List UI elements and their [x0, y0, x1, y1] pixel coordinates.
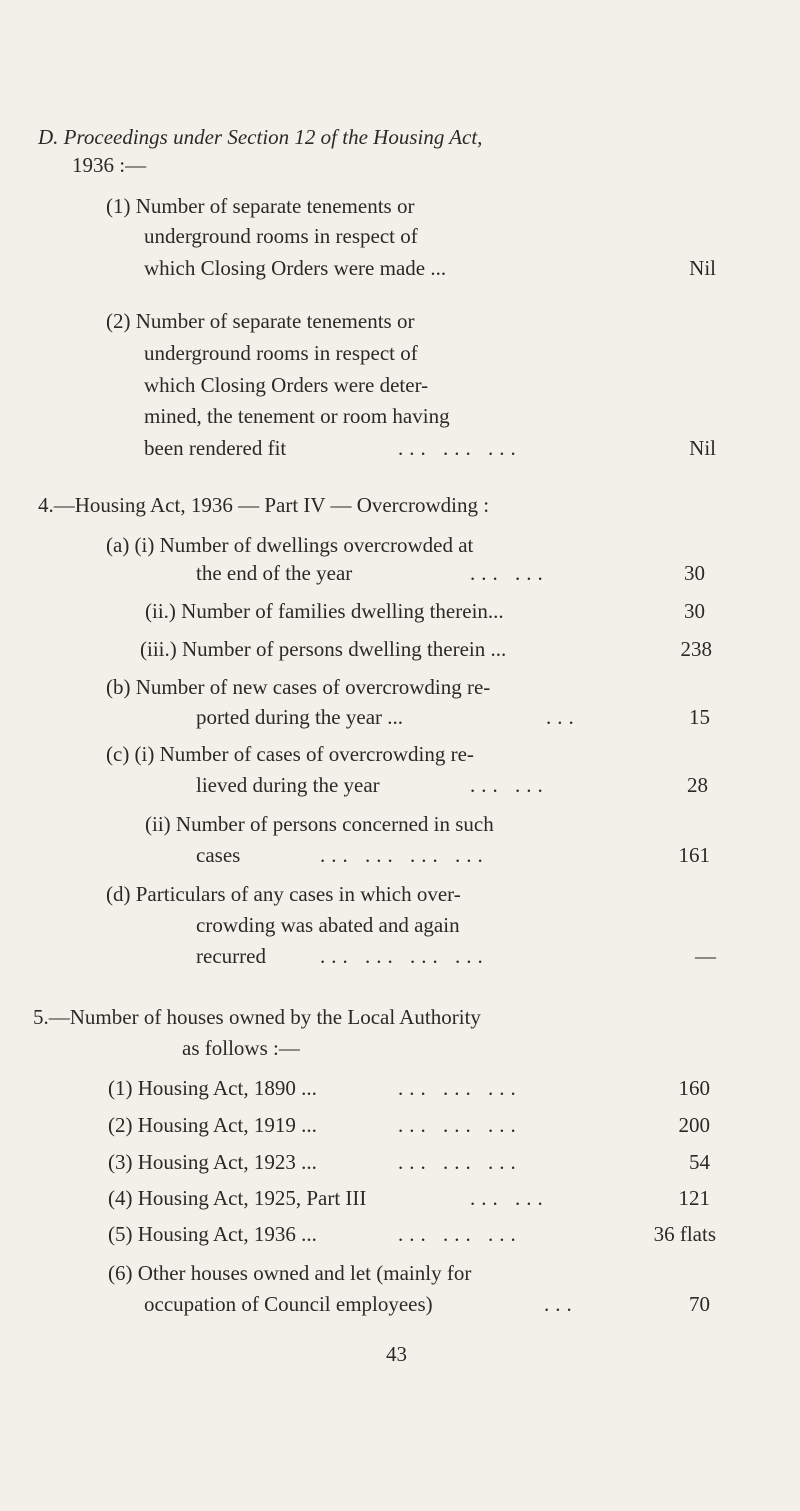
s5-item-leaders: ... ... ... [398, 1150, 522, 1174]
d-item2-line4: mined, the tenement or room having [144, 404, 450, 428]
d-item2-line2: underground rooms in respect of [144, 341, 418, 365]
s4-a-iii-line1: (iii.) Number of persons dwelling therein ... [140, 637, 507, 661]
s4-b-leaders: ... [546, 705, 580, 729]
d-item2-line3: which Closing Orders were deter- [144, 373, 429, 397]
s5-item-label: (2) Housing Act, 1919 ... [108, 1113, 317, 1137]
d-item1-line2: underground rooms in respect of [144, 224, 418, 248]
s5-item-leaders: ... ... ... [398, 1076, 522, 1100]
s5-item-label: (1) Housing Act, 1890 ... [108, 1076, 317, 1100]
section-d-heading-year: 1936 :— [72, 153, 147, 177]
s4-d-leaders: ... ... ... ... [320, 944, 489, 968]
s4-a-i-line1: (a) (i) Number of dwellings overcrowded at [106, 533, 474, 557]
s5-item-leaders: ... ... [470, 1186, 549, 1210]
section-5-heading: 5.—Number of houses owned by the Local Authority [33, 1005, 481, 1029]
page-number: 43 [386, 1342, 407, 1366]
s5-item6-line2: occupation of Council employees) [144, 1292, 433, 1316]
s4-c-ii-value: 161 [678, 843, 710, 867]
s4-d-line2: crowding was abated and again [196, 913, 460, 937]
s5-item-leaders: ... ... ... [398, 1113, 522, 1137]
s4-a-ii-line1: (ii.) Number of families dwelling therein... [145, 599, 504, 623]
s4-a-i-line2: the end of the year [196, 561, 353, 585]
s4-c-i-line2: lieved during the year [196, 773, 380, 797]
s5-item-value: 200 [678, 1113, 710, 1137]
s5-item-label: (4) Housing Act, 1925, Part III [108, 1186, 367, 1210]
d-item2-leaders: ... ... ... [398, 436, 522, 460]
section-5-heading-cont: as follows :— [182, 1036, 300, 1060]
s5-item-value: 160 [678, 1076, 710, 1100]
d-item1-line3: which Closing Orders were made ... [144, 256, 447, 280]
s4-c-i-line1: (c) (i) Number of cases of overcrowding re- [106, 742, 474, 766]
d-item2-line5: been rendered fit [144, 436, 287, 460]
s4-b-line2: ported during the year ... [196, 705, 404, 729]
s4-b-line1: (b) Number of new cases of overcrowding re- [106, 675, 491, 699]
s4-a-iii-value: 238 [680, 637, 712, 661]
s4-a-i-value: 30 [684, 561, 705, 585]
s4-c-ii-line2: cases [196, 843, 241, 867]
s4-a-i-leaders: ... ... [470, 561, 549, 585]
section-4-heading: 4.—Housing Act, 1936 — Part IV — Overcrowding : [38, 493, 490, 517]
s5-item-value: 36 flats [653, 1222, 716, 1246]
d-item1-line1: (1) Number of separate tenements or [106, 194, 415, 218]
s4-c-i-value: 28 [687, 773, 708, 797]
s5-item6-value: 70 [689, 1292, 710, 1316]
s5-item-value: 121 [678, 1186, 710, 1210]
s5-item6-line1: (6) Other houses owned and let (mainly for [108, 1261, 472, 1285]
section-d-heading: D. Proceedings under Section 12 of the Housing Act, [38, 125, 483, 149]
s4-d-line1: (d) Particulars of any cases in which over- [106, 882, 461, 906]
d-item2-value: Nil [689, 436, 716, 460]
d-item1-value: Nil [689, 256, 716, 280]
s4-c-ii-leaders: ... ... ... ... [320, 843, 489, 867]
s5-item-label: (3) Housing Act, 1923 ... [108, 1150, 317, 1174]
s4-d-value: — [695, 944, 716, 968]
s4-d-line3: recurred [196, 944, 266, 968]
s5-item6-leaders: ... [544, 1292, 578, 1316]
s4-a-ii-value: 30 [684, 599, 705, 623]
s5-item-value: 54 [689, 1150, 710, 1174]
s4-c-ii-line1: (ii) Number of persons concerned in such [145, 812, 494, 836]
d-item2-line1: (2) Number of separate tenements or [106, 309, 415, 333]
s4-c-i-leaders: ... ... [470, 773, 549, 797]
s5-item-leaders: ... ... ... [398, 1222, 522, 1246]
s4-b-value: 15 [689, 705, 710, 729]
s5-item-label: (5) Housing Act, 1936 ... [108, 1222, 317, 1246]
